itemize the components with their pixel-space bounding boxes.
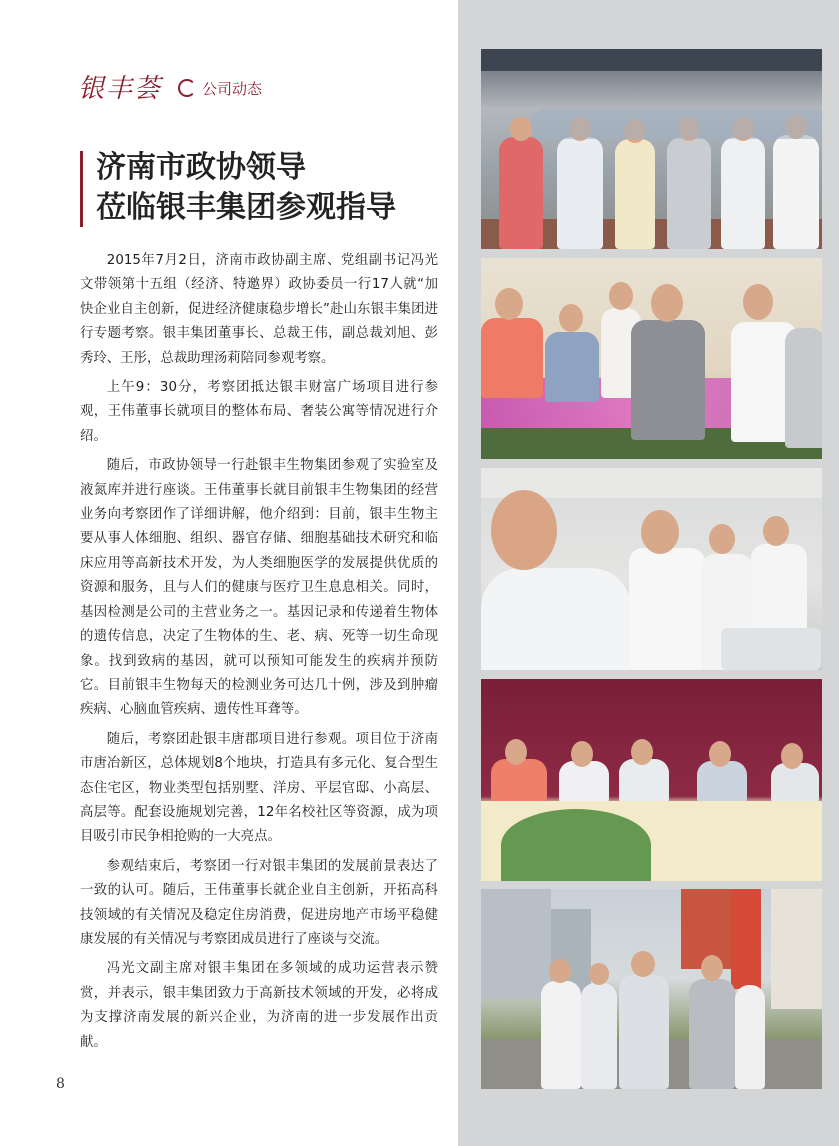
swirl-icon: [178, 79, 196, 97]
paragraph-2: 上午9：30分，考察团抵达银丰财富广场项目进行参观，王伟董事长就项目的整体布局、奢装公寓等情况进行介绍。: [80, 380, 438, 444]
paragraph-5: 参观结束后，考察团一行对银丰集团的发展前景表达了一致的认可。随后，王伟董事长就企业自主创新，开拓高科技领域的有关情况及稳定住房消费，促进房地产市场平稳健康发展的有关情况与考察团成员进行了座谈与交流。: [80, 858, 438, 947]
title-line-2: 莅临银丰集团参观指导: [96, 190, 396, 225]
title-line-1: 济南市政协领导: [96, 150, 306, 185]
project-model-photo: [481, 258, 822, 459]
paragraph-3: 随后，市政协领导一行赴银丰生物集团参观了实验室及液氮库并进行座谈。王伟董事长就目前银丰生物集团的经营业务向考察团作了详细讲解，他介绍到：目前，银丰生物主要从事人体细胞、组织、器官存储、细胞基础技术研究和临床应用等高新技术开发，为人类细胞医学的发展提供优质的资源和服务，且与人们的健康与医疗卫生息息相关。同时，基因检测是公司的主营业务之一。基因记录和传递着生物体的遗传信息，决定了生物体的生、老、病、死等一切生命现象。找到致病的基因，就可以预知可能发生的疾病并预防它。目前银丰生物每天的检测业务可达几十例，涉及到肿瘤疾病、心脑血管疾病、遗传性耳聋等。: [80, 458, 438, 718]
paragraph-4: 随后，考察团赴银丰唐郡项目进行参观。项目位于济南市唐冶新区，总体规划8个地块，打造具有多元化、复合型生态住宅区，物业类型包括别墅、洋房、平层官邸、小高层、高层等。配套设施规划完善，12年名校社区等资源，成为项目吸引市民争相抢购的一大亮点。: [80, 731, 438, 845]
article-title: [96, 148, 446, 228]
group-photo: [481, 49, 822, 249]
brand-logo: 银丰荟: [78, 74, 163, 104]
article-body: [80, 249, 438, 1060]
meeting-photo: [481, 679, 822, 881]
paragraph-6: 冯光文副主席对银丰集团在多领域的成功运营表示赞赏，并表示，银丰集团致力于高新技术领域的开发，必将成为支撑济南发展的新兴企业，为济南的进一步发展作出贡献。: [80, 961, 438, 1050]
laboratory-photo: [481, 468, 822, 670]
section-label: 公司动态: [202, 80, 263, 98]
site-visit-photo: [481, 889, 822, 1089]
page-number: 8: [56, 1076, 65, 1092]
title-accent-bar: [80, 151, 83, 227]
magazine-header: [78, 72, 398, 104]
paragraph-1: 2015年7月2日，济南市政协副主席、党组副书记冯光文带领第十五组（经济、特邀界）政协委员一行17人就“加快企业自主创新，促进经济健康稳步增长”赴山东银丰集团进行专题考察。银丰集团董事长、总裁王伟，副总裁刘旭、彭秀玲、王彤，总裁助理汤莉陪同参观考察。: [80, 253, 438, 366]
